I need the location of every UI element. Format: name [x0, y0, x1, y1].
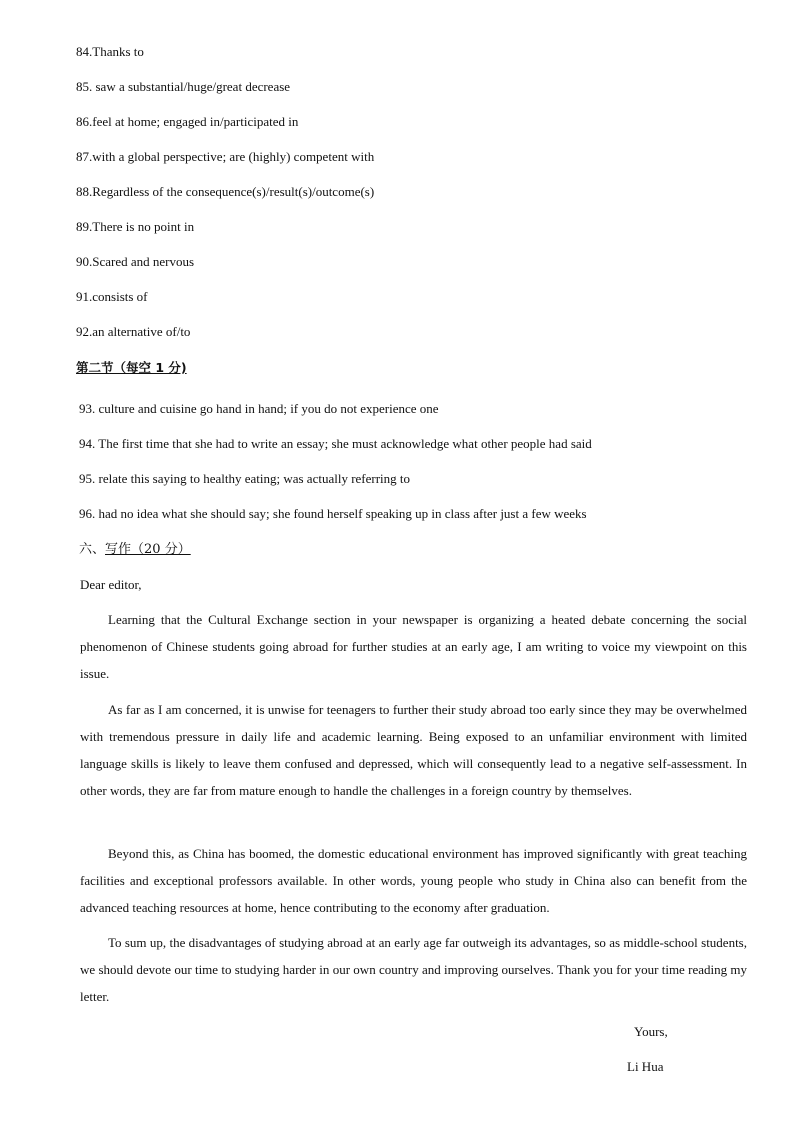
answer-87: 87.with a global perspective; are (highly) competent with [76, 149, 375, 164]
letter-signature: Li Hua [627, 1059, 664, 1074]
section6-prefix: 六、 [79, 542, 106, 557]
letter-paragraph-2: As far as I am concerned, it is unwise for teenagers to further their study abroad too early since they may be overwhelmed with tremendous pressure in daily life and academic learning. Being exposed to an unfamiliar environment with limited language skills is likely to leave them confused and depressed, which will consequently lead to a negative self-assessment. In other words, they are far from mature enough to handle the challenges in a foreign country by themselves. [80, 702, 747, 798]
answer-88: 88.Regardless of the consequence(s)/result(s)/outcome(s) [76, 184, 375, 199]
section2-heading: 第二节（每空 1 分) [76, 360, 187, 375]
answer-90: 90.Scared and nervous [76, 254, 195, 269]
letter-paragraph-1: Learning that the Cultural Exchange section in your newspaper is organizing a heated debate concerning the social phenomenon of Chinese students going abroad for further studies at an early age, I am writing to voice my viewpoint on this issue. [80, 612, 747, 681]
letter-paragraph-3: Beyond this, as China has boomed, the domestic educational environment has improved significantly with great teaching facilities and exceptional professors available. In other words, young people who study in China also can benefit from the advanced teaching resources at home, hence contributing to the economy after graduation. [80, 846, 747, 915]
answer-92: 92.an alternative of/to [76, 324, 191, 339]
letter-salutation: Dear editor, [80, 577, 142, 592]
answer-94: 94. The first time that she had to write an essay; she must acknowledge what other people had said [79, 436, 592, 451]
section6-title: 写作（20 分） [105, 542, 191, 557]
answer-85: 85. saw a substantial/huge/great decrease [76, 79, 291, 94]
answer-93: 93. culture and cuisine go hand in hand; if you do not experience one [79, 401, 439, 416]
answer-96: 96. had no idea what she should say; she found herself speaking up in class after just a few weeks [79, 506, 587, 521]
answer-91: 91.consists of [76, 289, 148, 304]
letter-closing: Yours, [634, 1024, 668, 1039]
answer-89: 89.There is no point in [76, 219, 195, 234]
answer-84: 84.Thanks to [76, 44, 144, 59]
answer-95: 95. relate this saying to healthy eating; was actually referring to [79, 471, 411, 486]
answer-86: 86.feel at home; engaged in/participated in [76, 114, 299, 129]
letter-paragraph-4: To sum up, the disadvantages of studying abroad at an early age far outweigh its advantages, so as middle-school students, we should devote our time to studying harder in our own country and improving ourselves. Thank you for your time reading my letter. [80, 935, 747, 1004]
section6-heading [79, 542, 191, 558]
